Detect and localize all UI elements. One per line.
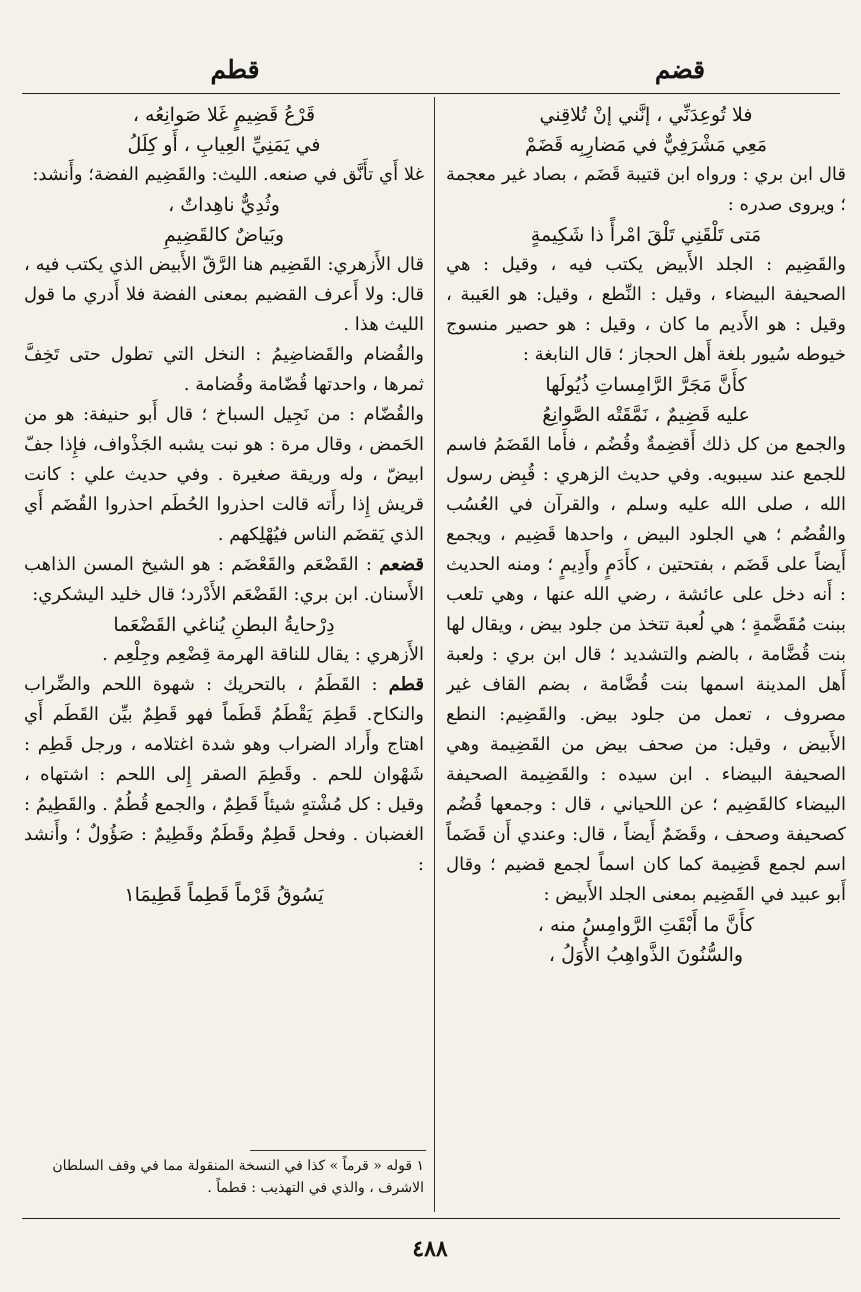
headword: قضعم bbox=[379, 554, 424, 575]
verse-line: عليه قَضِيمٌ ، نَمَّقَتْه الصَّوانِعُ bbox=[542, 404, 750, 426]
verse-line: وبَياضٌ كالقَضِيمِ bbox=[163, 224, 285, 246]
paragraph-text: قال ابن بري : ورواه ابن قتيبة قَضَم ، بصاد غير معجمة ؛ ويروى صدره : bbox=[446, 164, 846, 215]
entry-paragraph bbox=[446, 160, 846, 220]
footnote: ١ قوله « قرماً » كذا في النسخة المنقولة مما في وقف السلطان الاشرف ، والذي في التهذيب : قطماً . bbox=[52, 1158, 424, 1196]
running-head-right: قضم bbox=[654, 55, 706, 84]
verse-line: يَسُوقُ قَرْماً قَطِماً قَطِيمَا١ bbox=[124, 884, 324, 906]
entry-paragraph bbox=[24, 160, 424, 190]
paragraph-text: الأَزهري : يقال للناقة الهرمة قِضْعِم وجِلْعِم . bbox=[102, 644, 424, 665]
headword: قطم bbox=[388, 674, 424, 695]
paragraph-text: : القَطَمُ ، بالتحريك : شهوة اللحم والضِّراب والنكاح. قَطِمَ يَقْطَمُ قَطَماً فهو قَطِمٌ بيِّن القَطَم أَي اهتاج وأَراد الضراب وهو شدة اغتلامه ، ورجل قَطِم : شَهْوان للحم . وقَطِمَ الصقر إِلى اللحم : اشتهاه ، وقيل : كل مُشْتهٍ شيئاً قَطِمٌ ، والجمع قُطُمٌ . والقَطِيمُ : الغضبان . وفحل قَطِمٌ وقَطَمٌ وقَطِيمٌ : صَؤُولٌ ؛ وأَنشد : bbox=[24, 674, 424, 875]
paragraph-text: والجمع من كل ذلك أَقضِمةٌ وقُضُم ، فأَما القَضَمُ فاسم للجمع عند سيبويه. وفي حديث الزهري : قُبِض رسول الله ، صلى الله عليه وسلم ، والقرآن في العُسُب والقُضُم ؛ هي الجلود البيض ، واحدها قَضِيم ، ويجمع أَيضاً على قَضَم ، بفتحتين ، كأَدَمٍ وأَدِيمٍ ؛ ومنه الحديث : أَنه دخل على عائشة ، رضي الله عنها ، وهي تلعب ببنت مُقَضَّمةٍ ؛ هي لُعبة تتخذ من جلود بيض ، ويقال لها بنت قُضَّامة ، بالضم والتشديد ؛ قال ابن بري : ولعبة أَهل المدينة اسمها بنت قُضَّامة ، بضم القاف غير مصروف ، تعمل من جلود بيض. والقَضِيم: النطع الأَبيض ، وقيل: من صحف بيض من القَضِيمة وهي الصحيفة البيضاء . ابن سيده : والقَضِيمة الصحيفة البيضاء كالقَضِيم ؛ عن اللحياني ، قال : وجمعها قُضُم كصحيفة وصحف ، وقَضَمٌ أَيضاً ، قال: وعندي أَن قَضَماً اسم لجمع قَضِيمة كما كان اسماً لجمع قضيم ؛ وقال أَبو عبيد في القَضِيم بمعنى الجلد الأَبيض : bbox=[446, 434, 846, 905]
verse-line: مَتى تَلْقَنِي تَلْقَ امْرأً ذا شَكِيمةٍ bbox=[530, 224, 762, 246]
paragraph-text: والقَضِيم : الجلد الأَبيض يكتب فيه ، وقيل : هي الصحيفة البيضاء ، وقيل : النِّطع ، وقيل: هو العَيبة ، وقيل : هو الأَديم ما كان ، وقيل : هو حصير منسوج خيوطه سُيور بلغة أَهل الحجاز ؛ قال النابغة : bbox=[446, 254, 846, 365]
entry-paragraph bbox=[446, 250, 846, 370]
verse-line: قَرْعُ قَضِيمٍ غَلا صَوانِعُه ، bbox=[132, 104, 316, 126]
entry-paragraph bbox=[446, 430, 846, 910]
right-column bbox=[446, 100, 846, 1210]
verse-line: وثُدِيٌّ ناهِداتٌ ، bbox=[168, 194, 280, 216]
entry-paragraph bbox=[24, 400, 424, 550]
paragraph-text: غلا أَي تأَنَّق في صنعه. الليث: والقَضِيم الفضة؛ وأَنشد: bbox=[32, 164, 424, 185]
entry-paragraph bbox=[24, 640, 424, 670]
column-divider bbox=[434, 97, 435, 1212]
verse-line: كأَنَّ ما أَبْقَتِ الرَّوامِسُ منه ، bbox=[537, 914, 755, 936]
entry-paragraph bbox=[24, 670, 424, 880]
entry-paragraph bbox=[24, 250, 424, 340]
footer-rule bbox=[22, 1218, 840, 1219]
paragraph-text: : القَضْعَم والقَعْضَم : هو الشيخ المسن الذاهب الأَسنان. ابن بري: القَضْعَم الأَدْرد؛ قال خليد اليشكري: bbox=[24, 554, 424, 605]
verse-line: في يَمَنِيِّ العِيابِ ، أَو كِلَلُ bbox=[127, 134, 321, 156]
entry-paragraph bbox=[24, 550, 424, 610]
footnote-rule bbox=[250, 1150, 426, 1151]
paragraph-text: والقُضّام : من نَجِيل السباخ ؛ قال أَبو حنيفة: هو من الحَمض ، وقال مرة : هو نبت يشبه الجَذْواف، فإِذا جفّ ابيضّ ، وله وريقة صغيرة . وفي حديث علي : كانت قريش إِذا رأَته قالت احذروا الحُطَم احذروا القُضَم أَي الذي يَقضَم الناس فيُهْلِكهم . bbox=[24, 404, 424, 545]
left-column bbox=[24, 100, 424, 1210]
verse-line: دِرْحايةُ البطنِ يُناغي القَضْعَما bbox=[113, 614, 335, 636]
verse-line: فلا تُوعِدَنِّي ، إنَّني إنْ تُلاقِني bbox=[539, 104, 753, 126]
verse-line: مَعِي مَشْرَفِيٌّ في مَضارِبِه قَضَمْ bbox=[524, 134, 768, 156]
entry-paragraph bbox=[24, 340, 424, 400]
header-rule bbox=[22, 93, 840, 94]
paragraph-text: قال الأَزهري: القَضِيم هنا الرَّقّ الأَبيض الذي يكتب فيه ، قال: ولا أَعرف القضيم بمعنى الفضة فلا أَدري ما قول الليث هذا . bbox=[24, 254, 424, 335]
verse-line: والسُّنُونَ الذَّواهِبُ الأُوَلُ ، bbox=[548, 944, 744, 966]
page-number: ٤٨٨ bbox=[412, 1236, 448, 1262]
running-head-left: قطم bbox=[210, 55, 260, 84]
verse-line: كأَنَّ مَجَرَّ الرَّامِساتِ ذُيُولَها bbox=[545, 374, 747, 396]
paragraph-text: والقُضام والقَضاضِيمُ : النخل التي تطول حتى تَخِفَّ ثمرها ، واحدتها قُضّامة وقُضامة . bbox=[24, 344, 424, 395]
